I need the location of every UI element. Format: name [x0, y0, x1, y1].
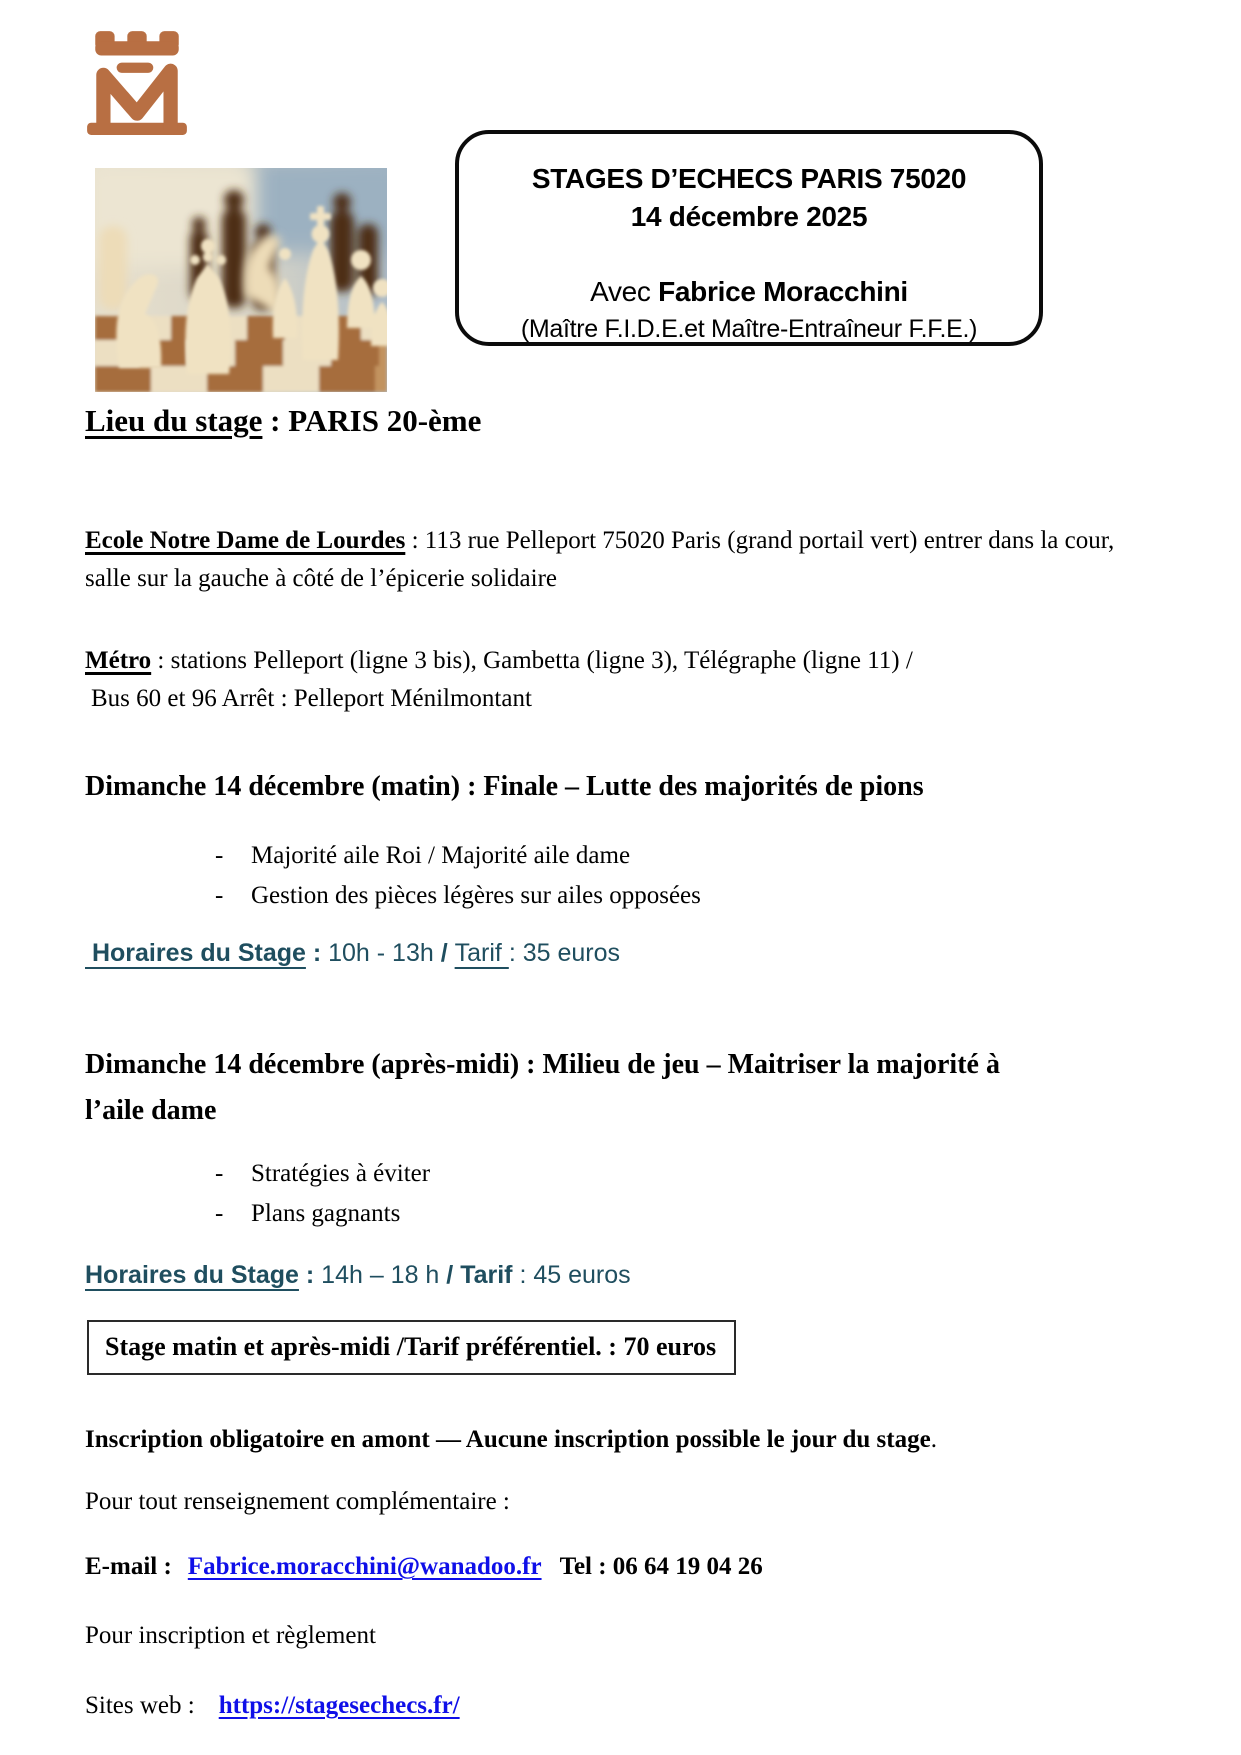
phone-number: Tel : 06 64 19 04 26 — [559, 1553, 763, 1580]
school-paragraph — [85, 522, 1157, 598]
metro-stations: : stations Pelleport (ligne 3 bis), Gambetta (ligne 3), Télégraphe (ligne 11) / — [151, 647, 913, 674]
schedule-colon: : — [298, 1261, 322, 1289]
bus-line: Bus 60 et 96 Arrêt : Pelleport Ménilmontant — [91, 685, 532, 712]
payment-line: Pour inscription et règlement — [85, 1622, 376, 1649]
tarif-value: : 35 euros — [508, 939, 620, 967]
location-heading — [85, 400, 1157, 442]
list-item: - Majorité aile Roi / Majorité aile dame — [215, 836, 1157, 876]
list-item: - Stratégies à éviter — [215, 1154, 1157, 1194]
mandatory-registration-text: Inscription obligatoire en amont — Aucune inscription possible le jour du stage — [85, 1426, 931, 1453]
schedule-hours: 14h – 18 h — [321, 1261, 447, 1289]
instructor-credentials: (Maître F.I.D.E.et Maître-Entraîneur F.F.E.) — [520, 315, 978, 343]
main-content — [85, 400, 1157, 1723]
with-prefix: Avec — [590, 276, 659, 307]
chess-club-logo — [85, 26, 189, 138]
school-name: Ecole Notre Dame de Lourdes — [85, 527, 406, 554]
instructor-name: Fabrice Moracchini — [658, 276, 908, 307]
contact-line — [85, 1549, 1157, 1585]
period: . — [930, 1426, 937, 1453]
sites-label: Sites web : — [85, 1692, 195, 1719]
location-heading-label: Lieu du stage — [85, 403, 263, 438]
schedule-colon: : — [305, 939, 329, 967]
metro-line — [85, 642, 1157, 680]
afternoon-topics-list — [215, 1154, 1157, 1234]
combo-offer-box: Stage matin et après-midi /Tarif préférentiel. : 70 euros — [87, 1320, 736, 1375]
morning-schedule-line — [85, 936, 1157, 970]
schedule-label: Horaires du Stage — [85, 939, 306, 967]
instructor-line — [459, 272, 1039, 312]
flyer-title: STAGES D’ECHECS PARIS 75020 — [531, 163, 967, 194]
list-item: - Gestion des pièces légères sur ailes opposées — [215, 876, 1157, 916]
flyer-date: 14 décembre 2025 — [630, 201, 868, 232]
morning-topics-list — [215, 836, 1157, 916]
websites-line — [85, 1689, 1157, 1723]
info-line: Pour tout renseignement complémentaire : — [85, 1488, 510, 1515]
tarif-value: : 45 euros — [512, 1261, 631, 1289]
schedule-slash: / — [440, 939, 455, 967]
crown-m-icon — [85, 26, 189, 138]
location-heading-value: : PARIS 20-ème — [262, 403, 482, 438]
title-box — [455, 130, 1043, 346]
chess-photo-illustration — [95, 168, 387, 392]
schedule-hours: 10h - 13h — [328, 939, 441, 967]
afternoon-session-heading: Dimanche 14 décembre (après-midi) : Milieu de jeu – Maitriser la majorité à l’aile dame — [85, 1049, 1000, 1126]
metro-paragraph — [85, 642, 1157, 718]
tarif-label: Tarif — [454, 939, 509, 967]
school-address: : 113 rue Pelleport 75020 Paris (grand portail vert) entrer dans la cour, salle sur la gauche à côté de l’épicerie solidaire — [85, 527, 1115, 592]
tarif-label: / Tarif — [446, 1261, 513, 1289]
schedule-label: Horaires du Stage — [85, 1261, 299, 1289]
website-link[interactable]: https://stagesechecs.fr/ — [218, 1692, 460, 1719]
mandatory-registration-line — [85, 1423, 1157, 1457]
afternoon-schedule-line — [85, 1258, 1157, 1292]
morning-session-heading: Dimanche 14 décembre (matin) : Finale – Lutte des majorités de pions — [85, 771, 924, 802]
chess-photo — [95, 168, 387, 392]
email-label: E-mail : — [85, 1553, 172, 1580]
email-link[interactable]: Fabrice.moracchini@wanadoo.fr — [187, 1553, 542, 1580]
metro-label: Métro — [85, 647, 152, 674]
list-item: - Plans gagnants — [215, 1194, 1157, 1234]
